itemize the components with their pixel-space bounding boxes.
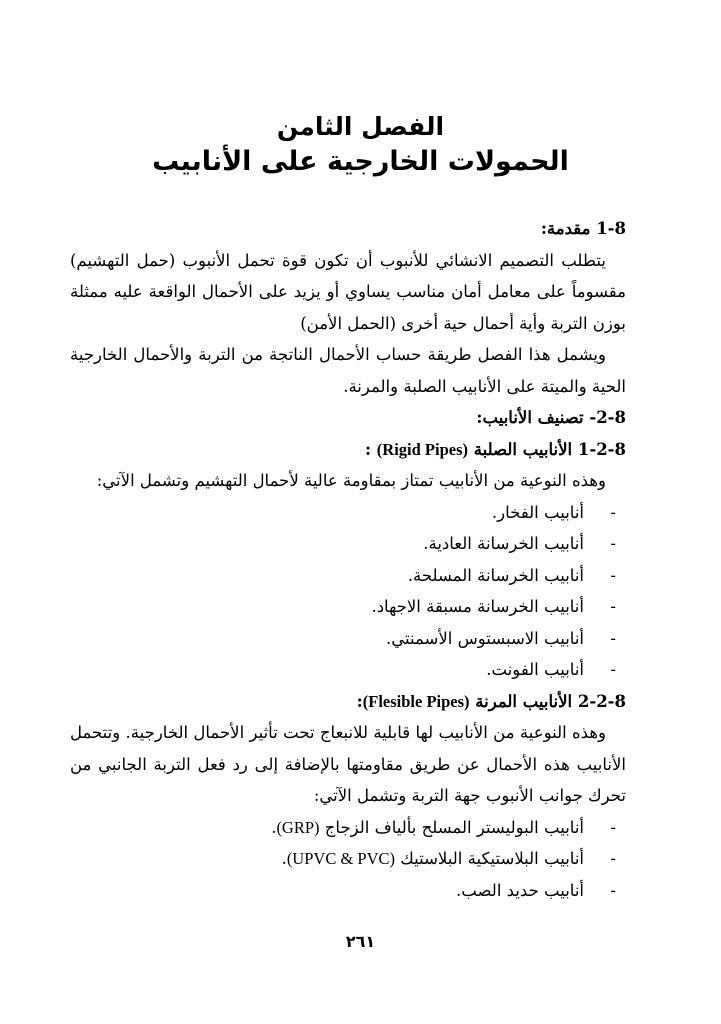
flexible-pipes-heading-en: (Flesible Pipes)	[362, 691, 470, 711]
flexible-pipes-paragraph: وهذه النوعية من الأنابيب لها قابلية للانبعاج تحت تأثير الأحمال الخارجية. وتتحمل الأنابيب هذه الأحمال عن طريق مقاومتها بالإضافة إلى رد فعل التربة الجانبي من تحرك جوانب الأنبوب جهة التربة وتشمل الآتي:	[70, 723, 626, 805]
bullet-dash: -	[610, 534, 616, 553]
list-item-text: أنابيب الخرسانة العادية.	[423, 534, 584, 553]
flexible-pipes-heading	[70, 686, 626, 718]
body-text	[70, 213, 626, 906]
rigid-pipes-heading	[70, 434, 626, 466]
list-item	[70, 528, 626, 560]
bullet-dash: -	[610, 628, 616, 648]
item-end: .	[281, 849, 287, 868]
item-text: أنابيب البلاستيكية البلاستيك	[395, 849, 584, 868]
list-item-text	[282, 843, 584, 875]
bullet-dash: -	[610, 597, 616, 616]
item-text: أنابيب حديد الصب.	[456, 880, 584, 900]
list-item-text	[456, 875, 584, 907]
rigid-pipes-heading-suffix: :	[364, 439, 377, 459]
list-item	[70, 560, 626, 592]
list-item	[70, 623, 626, 655]
flexible-pipes-list	[70, 812, 626, 907]
chapter-label: الفصل الثامن	[276, 112, 445, 141]
bullet-dash: -	[610, 660, 616, 679]
list-item	[70, 875, 626, 907]
bullet-dash: -	[610, 817, 616, 837]
item-text: أنابيب البوليستر المسلح بألياف الزجاج	[319, 817, 584, 837]
list-item	[70, 812, 626, 844]
section-classification-heading: 2-8- تصنيف الأنابيب:	[476, 408, 626, 427]
list-item-text: أنابيب الخرسانة المسلحة.	[407, 565, 584, 585]
list-item-text	[271, 812, 584, 844]
list-item-text: أنابيب الخرسانة مسبقة الاجهاد.	[371, 597, 584, 616]
list-item	[70, 654, 626, 686]
intro-paragraph-1: يتطلب التصميم الانشائي للأنبوب أن تكون قوة تحمل الأنبوب (حمل التهشيم) مقسوماً على معامل أمان مناسب يساوي أو يزيد على الأحمال الواقعة عليه ممثلة بوزن التربة وأية أحمال حية أخرى (الحمل الأمن)	[70, 250, 626, 333]
flexible-pipes-heading-ar: 2-2-8 الأنابيب المرنة	[475, 691, 626, 711]
intro-paragraph-2: ويشمل هذا الفصل طريقة حساب الأحمال الناتجة من التربة والأحمال الخارجية الحية والميتة على الأنابيب الصلبة والمرنة.	[70, 345, 626, 396]
item-end: .	[271, 817, 277, 837]
item-code: (GRP)	[276, 817, 320, 837]
bullet-dash: -	[610, 502, 616, 522]
rigid-pipes-intro: وهذه النوعية من الأنابيب تمتاز بمقاومة عالية لأحمال التهشيم وتشمل الآتي:	[96, 471, 606, 490]
list-item-text: أنابيب الفونت.	[486, 660, 584, 679]
item-code: (UPVC & PVC)	[286, 849, 395, 868]
section-intro-heading: 1-8 مقدمة:	[540, 219, 626, 238]
bullet-dash: -	[610, 849, 616, 868]
rigid-pipes-heading-en: (Rigid Pipes)	[376, 439, 469, 459]
list-item	[70, 591, 626, 623]
list-item-text: أنابيب الفخار.	[491, 502, 584, 522]
list-item	[70, 497, 626, 529]
list-item-text: أنابيب الاسبستوس الأسمنتي.	[386, 628, 584, 648]
list-item	[70, 843, 626, 875]
page-number: ٢٦١	[345, 932, 376, 951]
chapter-title: الحمولات الخارجية على الأنابيب	[152, 146, 569, 177]
rigid-pipes-list	[70, 497, 626, 686]
bullet-dash: -	[610, 565, 616, 585]
bullet-dash: -	[610, 880, 616, 900]
flexible-pipes-heading-suffix: :	[356, 691, 363, 711]
rigid-pipes-heading-ar: 1-2-8 الأنابيب الصلبة	[473, 439, 626, 459]
